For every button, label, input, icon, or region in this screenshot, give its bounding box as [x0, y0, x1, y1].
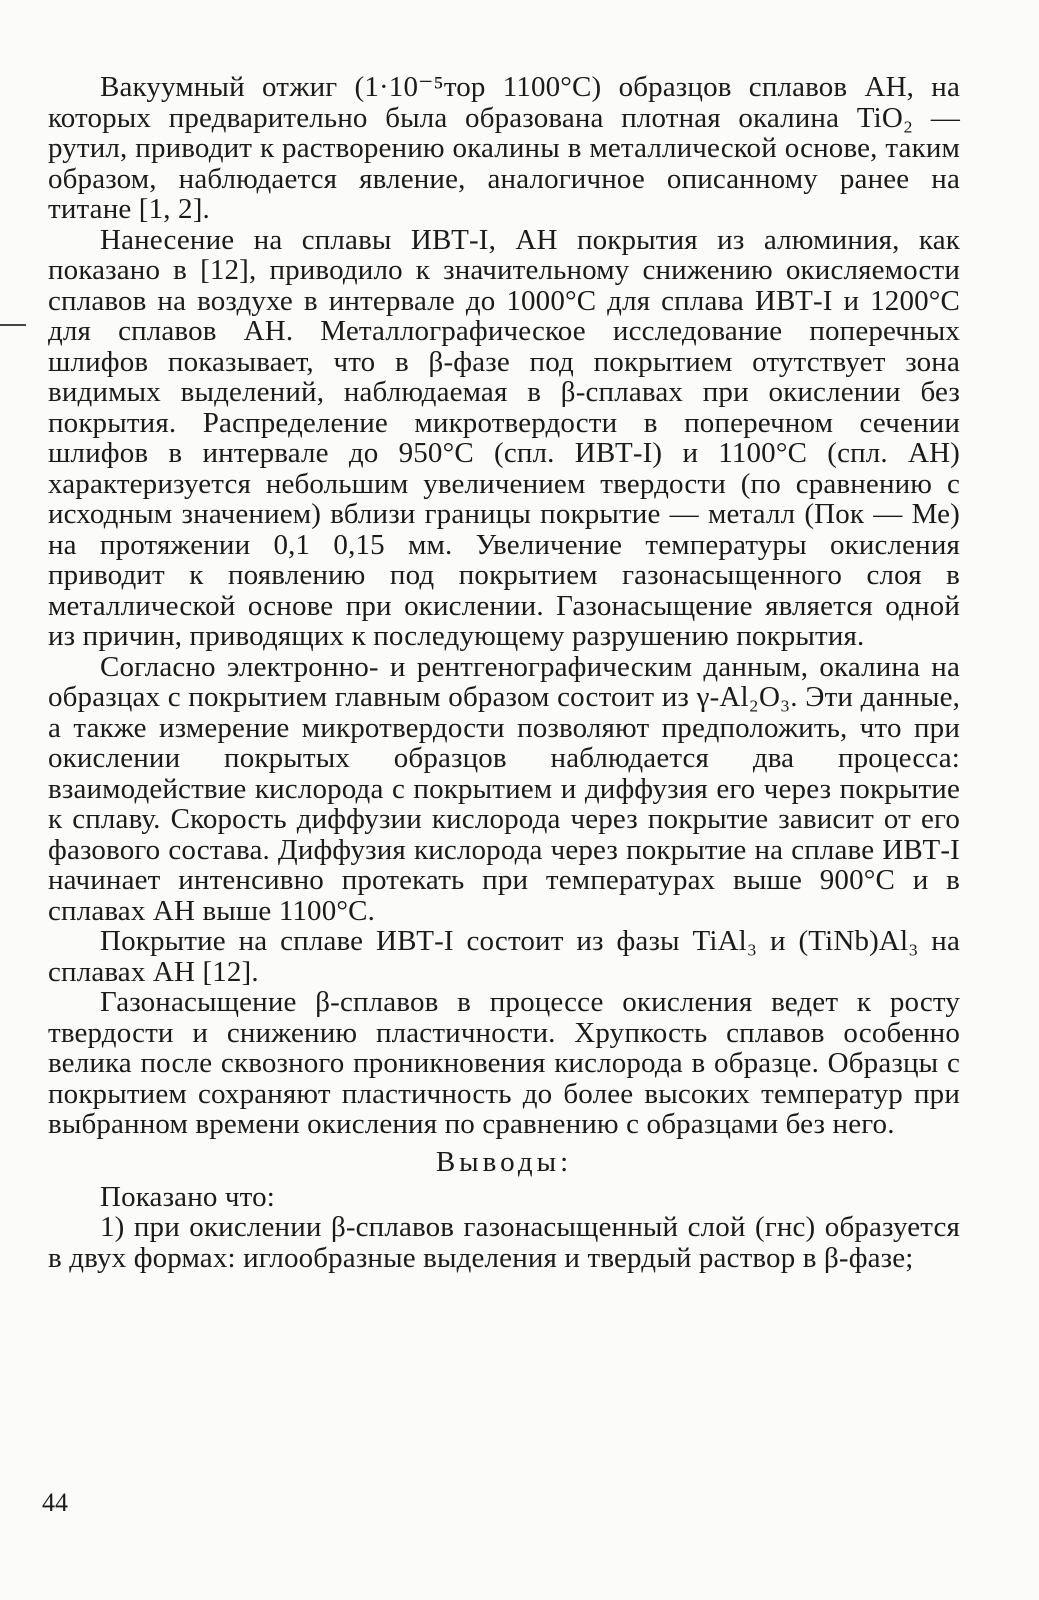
page-number: 44 — [42, 1488, 68, 1517]
margin-mark — [0, 324, 26, 326]
paragraph-aluminium-coating: Нанесение на сплавы ИВТ-I, АН покрытия из алюминия, как показано в [12], приводило к значительному снижению окисляемости сплавов на воздухе в интервале до 1000°С для сплава ИВТ-I и 1200°С для сплавов АН. Металлографическое исследование поперечных шлифов показывает, что в β-фазе под покрытием отутствует зона видимых выделений, наблюдаемая в β-сплавах при окислении без покрытия. Распределение микротвердости в поперечном сечении шлифов в интервале до 950°С (спл. ИВТ-I) и 1100°С (спл. АН) характеризуется небольшим увеличением твердости (по сравнению с исходным значением) вблизи границы покрытие — металл (Пок — Ме) на протяжении 0,1 0,15 мм. Увеличение температуры окисления приводит к появлению под покрытием газонасыщенного слоя в металлической основе при окислении. Газонасыщение является одной из причин, приводящих к последующему разрушению покрытия. — [48, 223, 960, 652]
paragraph-vacuum-annealing: Вакуумный отжиг (1·10⁻⁵тор 1100°С) образцов сплавов АН, на которых предварительно была образована плотная окалина TiO₂ — рутил, приводит к растворению окалины в металлической основе, таким образом, наблюдается явление, аналогичное описанному ранее на титане [1, 2]. — [48, 71, 960, 225]
paragraph-gas-saturation: Газонасыщение β-сплавов в процессе окисления ведет к росту твердости и снижению пластичности. Хрупкость сплавов особенно велика после сквозного проникновения кислорода в образце. Образцы с покрытием сохраняют пластичность до более высоких температур при выбранном времени окисления по сравнению с образцами без него. — [48, 986, 960, 1140]
conclusion-item-1: 1) при окислении β-сплавов газонасыщенный слой (гнс) образуется в двух формах: иглообразные выделения и твердый раствор в β-фазе; — [48, 1211, 960, 1274]
page-body — [48, 72, 960, 1273]
paragraph-coating-phases: Покрытие на сплаве ИВТ-I состоит из фазы TiAl₃ и (TiNb)Al₃ на сплавах АН [12]. — [48, 925, 960, 988]
conclusions-intro: Показано что: — [100, 1180, 275, 1213]
conclusions-heading: Выводы: — [435, 1145, 573, 1178]
paragraph-oxide-scale: Согласно электронно- и рентгенографическим данным, окалина на образцах с покрытием главным образом состоит из γ-Al₂O₃. Эти данные, а также измерение микротвердости позволяют предположить, что при окислении покрытых образцов наблюдается два процесса: взаимодействие кислорода с покрытием и диффузия его через покрытие к сплаву. Скорость диффузии кислорода через покрытие зависит от его фазового состава. Диффузия кислорода через покрытие на сплаве ИВТ-I начинает интенсивно протекать при температурах выше 900°С и в сплавах АН выше 1100°С. — [48, 650, 960, 927]
